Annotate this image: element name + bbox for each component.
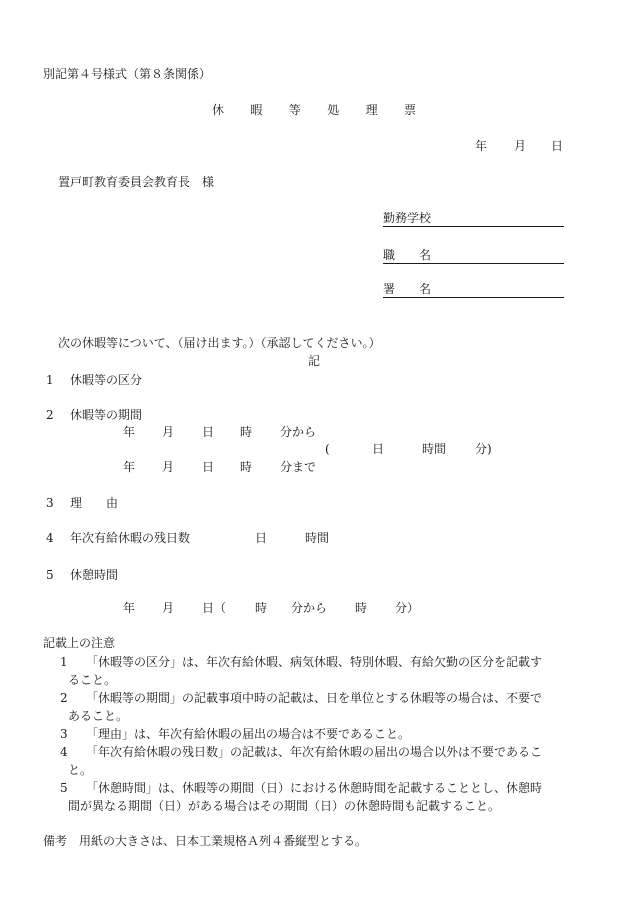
item5-to-min: 分）	[395, 601, 420, 615]
item3-num: 3	[46, 496, 54, 510]
note-3-num: 3	[60, 727, 68, 741]
remarks: 備考 用紙の大きさは、日本工業規格Ａ列４番縦型とする。	[43, 834, 368, 848]
form-title: 休暇等処理票	[212, 103, 443, 117]
intro-text: 次の休暇等について、（届け出ます。）（承認してください。）	[58, 336, 381, 350]
item4-hour: 時間	[305, 531, 330, 545]
name-field	[383, 283, 564, 298]
item5-hour: 時	[255, 601, 268, 615]
note-4-num: 4	[60, 745, 68, 759]
note-4-text: 「年次有給休暇の残日数」の記載は、年次有給休暇の届出の場合以外は不要であるこ	[86, 745, 543, 759]
item4-num: 4	[46, 531, 54, 545]
addressee: 置戸町教育委員会教育長 様	[58, 175, 215, 189]
item2-to-month: 月	[162, 460, 175, 474]
note-5-text-cont: 間が異なる期間（日）がある場合はその期間（日）の休憩時間も記載すること。	[68, 799, 501, 813]
item5-day: 日（	[202, 601, 227, 615]
item1-num: 1	[46, 373, 54, 387]
item4-day: 日	[255, 531, 268, 545]
name-label: 署 名	[383, 282, 432, 296]
date-month-label: 月	[514, 139, 527, 153]
item2-from-month: 月	[162, 425, 175, 439]
date-year-label: 年	[475, 139, 488, 153]
item2-to-day: 日	[202, 460, 215, 474]
ki-mark: 記	[308, 354, 321, 368]
item2-duration-min: 分)	[475, 442, 492, 456]
note-2-text-cont: あること。	[68, 709, 129, 723]
item5-num: 5	[46, 568, 54, 582]
item2-to-hour: 時	[240, 460, 253, 474]
note-5-text: 「休憩時間」は、休暇等の期間（日）における休憩時間を記載することとし、休憩時	[86, 781, 543, 795]
note-5-num: 5	[60, 781, 68, 795]
item2-duration-day: 日	[372, 442, 385, 456]
item2-label: 休暇等の期間	[70, 408, 143, 422]
note-1-text: 「休暇等の区分」は、年次有給休暇、病気休暇、特別休暇、有給欠勤の区分を記載す	[86, 655, 543, 669]
item5-label: 休憩時間	[70, 568, 119, 582]
item2-from-year: 年	[123, 425, 136, 439]
note-1-num: 1	[60, 655, 68, 669]
position-field	[383, 249, 564, 264]
form-label: 別記第４号様式（第８条関係）	[43, 67, 212, 81]
item5-month: 月	[162, 601, 175, 615]
item5-year: 年	[123, 601, 136, 615]
position-label: 職 名	[383, 248, 432, 262]
item2-to-year: 年	[123, 460, 136, 474]
item3-label: 理 由	[70, 496, 119, 510]
item2-to-min: 分まで	[280, 460, 317, 474]
note-1-text-cont: ること。	[68, 673, 117, 687]
notes-heading: 記載上の注意	[43, 636, 116, 650]
item2-from-day: 日	[202, 425, 215, 439]
item5-from-min: 分から	[291, 601, 328, 615]
item1-label: 休暇等の区分	[70, 373, 143, 387]
item2-from-min: 分から	[280, 425, 317, 439]
note-2-text: 「休暇等の期間」の記載事項中時の記載は、日を単位とする休暇等の場合は、不要で	[86, 691, 543, 705]
item2-num: 2	[46, 408, 54, 422]
item2-duration-hour: 時間	[422, 442, 447, 456]
item5-to-hour: 時	[355, 601, 368, 615]
note-3-text: 「理由」は、年次有給休暇の届出の場合は不要であること。	[86, 727, 411, 741]
item2-duration-open: (	[325, 442, 330, 456]
item4-label: 年次有給休暇の残日数	[70, 531, 191, 545]
school-label: 勤務学校	[383, 211, 432, 225]
item2-from-hour: 時	[240, 425, 253, 439]
school-field	[383, 212, 564, 227]
note-4-text-cont: と。	[68, 763, 93, 777]
date-day-label: 日	[551, 139, 564, 153]
note-2-num: 2	[60, 691, 68, 705]
